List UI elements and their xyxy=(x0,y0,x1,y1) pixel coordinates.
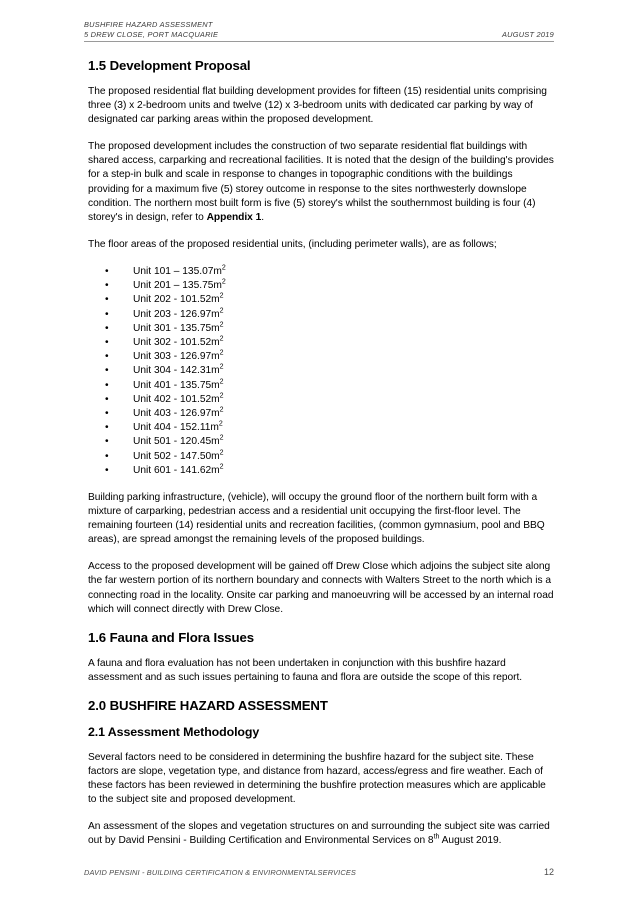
ordinal-superscript: th xyxy=(433,834,440,841)
paragraph-fauna-flora: A fauna and flora evaluation has not been undertaken in conjunction with this bushfire hazard assessment and as such issues pertaining to fauna and flora are outside the scope of this report. xyxy=(88,657,523,683)
page-number: 12 xyxy=(543,867,554,877)
list-item xyxy=(88,364,554,378)
footer-company-name: DAVID PENSINI - BUILDING CERTIFICATION & ENVIRONMENTALSERVICES xyxy=(84,868,356,877)
list-item xyxy=(88,293,554,307)
bullet-icon: • xyxy=(105,450,109,462)
header-address: 5 DREW CLOSE, PORT MACQUARIE xyxy=(84,30,219,39)
list-item xyxy=(88,393,554,407)
document-footer xyxy=(84,867,554,877)
paragraph-site-assessment xyxy=(88,820,554,848)
section-heading-2-0: 2.0 BUSHFIRE HAZARD ASSESSMENT xyxy=(88,697,328,713)
bullet-icon: • xyxy=(105,351,109,363)
list-item-label: Unit 401 - 135.75m xyxy=(133,379,220,391)
square-metre-superscript: 2 xyxy=(219,392,224,400)
list-item-label: Unit 601 - 141.62m xyxy=(133,464,220,476)
list-item-label: Unit 203 - 126.97m xyxy=(133,308,220,320)
list-item-label: Unit 501 - 120.45m xyxy=(133,436,220,448)
list-item xyxy=(88,279,554,293)
bullet-icon: • xyxy=(105,322,109,334)
paragraph-site-assessment-tail: August 2019. xyxy=(439,835,502,847)
list-item-label: Unit 403 - 126.97m xyxy=(133,407,220,419)
list-item-label: Unit 201 – 135.75m xyxy=(133,280,222,292)
square-metre-superscript: 2 xyxy=(219,434,224,442)
paragraph-floor-areas-intro: The floor areas of the proposed residential units, (including perimeter walls), are as follows; xyxy=(88,238,497,250)
paragraph-site-assessment-text: An assessment of the slopes and vegetation structures on and surrounding the subject site was carried out by David Pensini - Building Certification and Environmental Services on 8 xyxy=(88,821,550,847)
bullet-icon: • xyxy=(105,280,109,292)
list-item-label: Unit 304 - 142.31m xyxy=(133,365,220,377)
square-metre-superscript: 2 xyxy=(219,335,224,343)
list-item xyxy=(88,407,554,421)
square-metre-superscript: 2 xyxy=(219,406,224,414)
list-item-label: Unit 502 - 147.50m xyxy=(133,450,220,462)
list-item xyxy=(88,450,554,464)
paragraph-building-design xyxy=(88,140,554,225)
square-metre-superscript: 2 xyxy=(218,420,223,428)
square-metre-superscript: 2 xyxy=(221,264,226,272)
square-metre-superscript: 2 xyxy=(219,292,224,300)
list-item xyxy=(88,350,554,364)
bullet-icon: • xyxy=(105,365,109,377)
bullet-icon: • xyxy=(105,407,109,419)
paragraph-development-overview: The proposed residential flat building development provides for fifteen (15) residential units comprising three (3) x 2-bedroom units and twelve (12) x 3-bedroom units with dedicated car parking by way of designated car parking areas within the proposed development. xyxy=(88,86,547,126)
bullet-icon: • xyxy=(105,379,109,391)
list-item xyxy=(88,464,554,478)
document-body xyxy=(88,58,554,848)
square-metre-superscript: 2 xyxy=(219,349,224,357)
list-item-label: Unit 302 - 101.52m xyxy=(133,336,220,348)
square-metre-superscript: 2 xyxy=(219,363,224,371)
list-item xyxy=(88,421,554,435)
unit-floor-area-list xyxy=(88,265,554,478)
square-metre-superscript: 2 xyxy=(219,449,224,457)
list-item xyxy=(88,435,554,449)
appendix-reference: Appendix 1 xyxy=(206,211,262,223)
bullet-icon: • xyxy=(105,308,109,320)
paragraph-building-design-text: The proposed development includes the construction of two separate residential flat buildings with shared access, carparking and recreational facilities. It is noted that the design of the building's provides for a step-in bulk and scale in response to changes in topographic conditions with the buildings providing for a maximum five (5) storey outcome in response to the sites northwesterly downslope condition. The northern most built form is five (5) storey's whilst the southernmost building is four (4) storey's in design, refer to xyxy=(88,141,554,223)
list-item-label: Unit 202 - 101.52m xyxy=(133,294,220,306)
bullet-icon: • xyxy=(105,265,109,277)
square-metre-superscript: 2 xyxy=(219,463,224,471)
document-header xyxy=(84,20,554,42)
bullet-icon: • xyxy=(105,464,109,476)
list-item-label: Unit 303 - 126.97m xyxy=(133,351,220,363)
list-item-label: Unit 404 - 152.11m xyxy=(133,422,219,434)
paragraph-building-design-tail: . xyxy=(261,211,265,223)
section-heading-2-1: 2.1 Assessment Methodology xyxy=(88,724,260,739)
paragraph-site-access: Access to the proposed development will be gained off Drew Close which adjoins the subject site along the far western portion of its northern boundary and connects with Walters Street to the north which is a connecting road in the locality. Onsite car parking and manoeuvring will be accessed by an internal road which will connect directly with Drew Close. xyxy=(88,561,554,615)
section-heading-1-5: 1.5 Development Proposal xyxy=(88,58,251,73)
square-metre-superscript: 2 xyxy=(219,378,224,386)
list-item xyxy=(88,308,554,322)
list-item xyxy=(88,265,554,279)
bullet-icon: • xyxy=(105,422,109,434)
list-item-label: Unit 402 - 101.52m xyxy=(133,393,220,405)
list-item xyxy=(88,322,554,336)
paragraph-assessment-factors: Several factors need to be considered in determining the bushfire hazard for the subject site. These factors are slope, vegetation type, and distance from hazard, access/egress and fire weather. Each of these factors has been reviewed in determining the bushfire protection measures which are applicable to the subject site and proposed development. xyxy=(88,751,546,806)
bullet-icon: • xyxy=(105,393,109,405)
section-heading-1-6: 1.6 Fauna and Flora Issues xyxy=(88,629,254,645)
square-metre-superscript: 2 xyxy=(219,307,224,315)
list-item xyxy=(88,379,554,393)
header-date: AUGUST 2019 xyxy=(501,30,554,39)
header-title-line-1: BUSHFIRE HAZARD ASSESSMENT xyxy=(84,20,213,29)
paragraph-parking-infrastructure: Building parking infrastructure, (vehicle), will occupy the ground floor of the northern built form with a mixture of carparking, pedestrian access and a residential unit occupying the first-floor level. The remaining fourteen (14) residential units and recreation facilities, (common gymnasium, pool and BBQ areas), are spread amongst the remaining levels of the proposed buildings. xyxy=(88,491,545,546)
bullet-icon: • xyxy=(105,436,109,448)
bullet-icon: • xyxy=(105,336,109,348)
bullet-icon: • xyxy=(105,294,109,306)
header-title-line-2-row xyxy=(84,30,554,42)
list-item xyxy=(88,336,554,350)
square-metre-superscript: 2 xyxy=(221,278,226,286)
list-item-label: Unit 101 – 135.07m xyxy=(133,265,222,277)
square-metre-superscript: 2 xyxy=(219,321,224,329)
list-item-label: Unit 301 - 135.75m xyxy=(133,322,220,334)
